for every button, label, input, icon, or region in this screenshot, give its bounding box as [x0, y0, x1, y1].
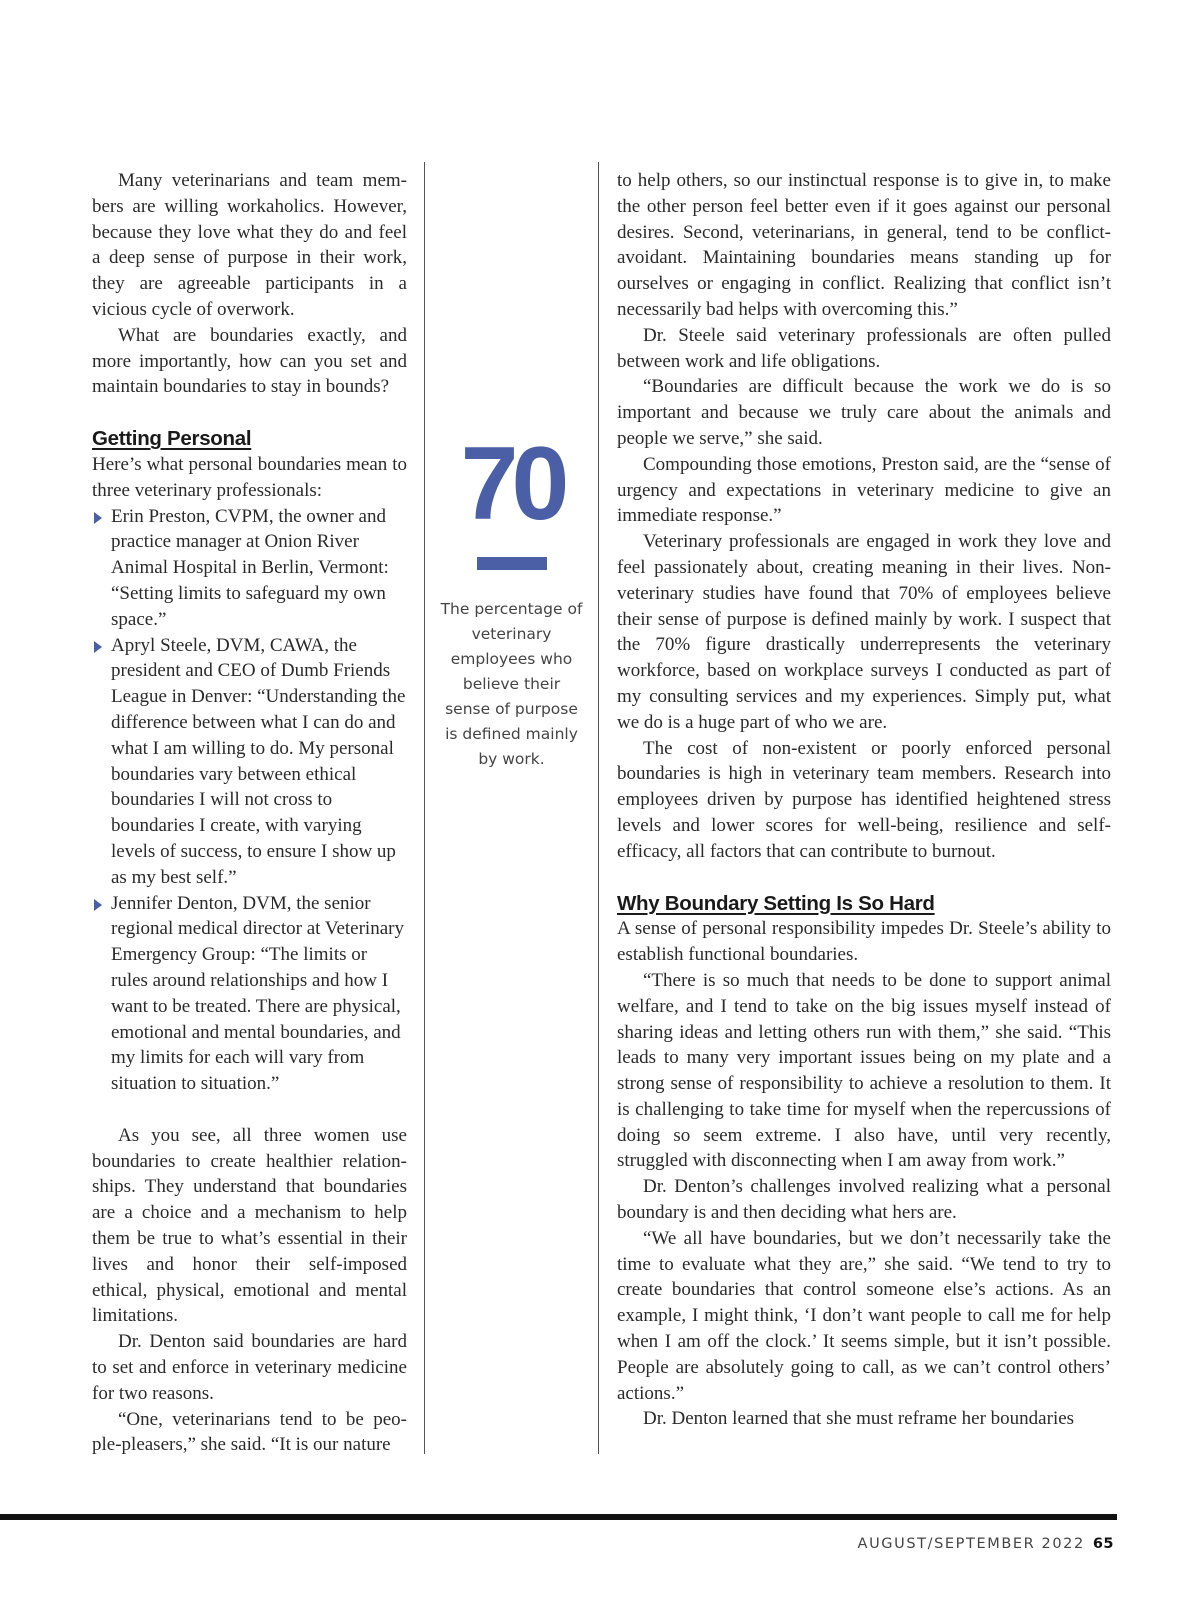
caption-line: believe their: [462, 675, 561, 693]
triangle-bullet-icon: [94, 512, 102, 524]
body-paragraph: What are boundaries exactly, and more importantly, how can you set and maintain boundaries to stay in bounds?: [92, 324, 407, 398]
caption-line: by work.: [478, 750, 545, 768]
list-item-text: Jennifer Denton, DVM, the senior regional medical director at Veterinary Emergency Group: “The limits or rules around relationships and how I want to be treated. There are physical, emotional and mental boundaries, and my limits for each will vary from situation to situation.”: [111, 892, 404, 1095]
body-paragraph: Veterinary professionals are engaged in work they love and feel passionately about, creating meaning in their lives. Non-veterinary studies have found that 70% of employees believe their sense of purpose is defined mainly by work. I suspect that the 70% figure drastically underrepresents the veterinary workforce, based on workplace surveys I conducted as part of my consulting services and my experiences. Simply put, what we do is a huge part of who we are.: [617, 531, 1111, 733]
body-paragraph: The cost of non-existent or poorly enforced personal boundaries is high in veterinary team members. Research into employees driven by purpose has identified heightened stress levels and lower scores for well-being, resilience and self-efficacy, all factors that can contribute to burnout.: [617, 737, 1111, 862]
issue-date: AUGUST/SEPTEMBER 2022: [857, 1536, 1085, 1552]
triangle-bullet-icon: [94, 641, 102, 653]
left-column: [92, 168, 407, 1458]
page-footer: [858, 1536, 1114, 1552]
stat-caption: [425, 597, 598, 772]
body-paragraph: “Boundaries are difficult because the work we do is so important and because we truly care about the animals and people we serve,” she said.: [617, 376, 1111, 449]
body-paragraph: “One, veterinarians tend to be people-pleasers,” she said. “It is our nature: [92, 1408, 407, 1456]
caption-line: sense of purpose: [445, 700, 578, 718]
bullet-list: [92, 504, 407, 1097]
body-paragraph: Dr. Denton said boundaries are hard to set and enforce in veterinary medicine for two reasons.: [92, 1331, 407, 1404]
list-item-text: Erin Preston, CVPM, the owner and practice manager at Onion River Animal Hospital in Berlin, Vermont: “Setting limits to safeguard my own space.”: [111, 505, 389, 630]
caption-line: employees who: [450, 650, 573, 668]
body-paragraph: Here’s what personal boundaries mean to three veterinary professionals:: [92, 453, 407, 501]
body-paragraph: to help others, so our instinctual response is to give in, to make the other person feel better even if it goes against our personal desires. Second, veterinarians, in general, tend to be conflict-avoidant. Maintaining boundaries means standing up for ourselves or engaging in conflict. Realizing that conflict isn’t necessarily bad helps with overcoming this.”: [617, 170, 1111, 320]
stat-accent-bar: [477, 557, 547, 570]
list-item: [92, 891, 407, 1097]
caption-line: is defined mainly: [445, 725, 578, 743]
caption-line: veterinary: [471, 625, 552, 643]
section-heading-getting-personal: Getting Personal: [92, 427, 252, 451]
footer-rule: [0, 1514, 1117, 1520]
body-paragraph: A sense of personal responsibility impedes Dr. Steele’s ability to establish functional boundaries.: [617, 918, 1111, 966]
column-divider: [598, 162, 599, 1454]
column-divider: [424, 162, 425, 1454]
body-paragraph: Dr. Denton learned that she must reframe her boundaries: [643, 1408, 1075, 1430]
triangle-bullet-icon: [94, 899, 102, 911]
list-item-text: Apryl Steele, DVM, CAWA, the president and CEO of Dumb Friends League in Denver: “Understanding the difference between what I can do and what I am willing to do. My personal boundaries vary between ethical boundaries I will not cross to boundaries I create, with varying levels of success, to ensure I show up as my best self.”: [111, 634, 406, 888]
body-paragraph: Dr. Denton’s challenges involved realizing what a personal boundary is and then deciding what hers are.: [617, 1176, 1111, 1224]
body-paragraph: “We all have boundaries, but we don’t necessarily take the time to evaluate what they are,” she said. “We tend to try to create boundaries that control someone else’s actions. As an example, I might think, ‘I don’t want people to call me for help when I am off the clock.’ It seems simple, but it isn’t possible. People are absolutely going to call, as we can’t control others’ actions.”: [617, 1227, 1111, 1404]
caption-line: The percentage of: [440, 600, 583, 618]
stat-number: 70: [460, 426, 563, 542]
page-number: 65: [1092, 1536, 1114, 1552]
body-paragraph: Compounding those emotions, Preston said, are the “sense of urgency and expectations in veterinary medicine to give an immediate response.”: [617, 453, 1111, 527]
body-paragraph: Dr. Steele said veterinary professionals are often pulled between work and life obligations.: [617, 324, 1111, 372]
right-column: [617, 168, 1111, 1432]
body-paragraph: “There is so much that needs to be done to support animal welfare, and I tend to take on the big issues myself instead of sharing ideas and letting others run with them,” she said. “This leads to many very important issues being on my plate and a strong sense of responsibility to achieve a resolution to them. It is challenging to take time for myself when the repercussions of doing so seem extreme. I also have, until very recently, struggled with disconnecting when I am away from work.”: [617, 969, 1111, 1172]
body-paragraph: Many veterinarians and team members are willing workaholics. However, because they love what they do and feel a deep sense of purpose in their work, they are agreeable participants in a vicious cycle of overwork.: [92, 170, 407, 320]
list-item: [92, 504, 407, 633]
body-paragraph: As you see, all three women use boundaries to create healthier relationships. They understand that boundaries are a choice and a mechanism to help them be true to what’s essential in their lives and honor their self-imposed ethical, physical, emotional and mental limitations.: [92, 1124, 407, 1327]
list-item: [92, 633, 407, 891]
section-heading-why-boundary-setting: Why Boundary Setting Is So Hard: [617, 891, 935, 915]
